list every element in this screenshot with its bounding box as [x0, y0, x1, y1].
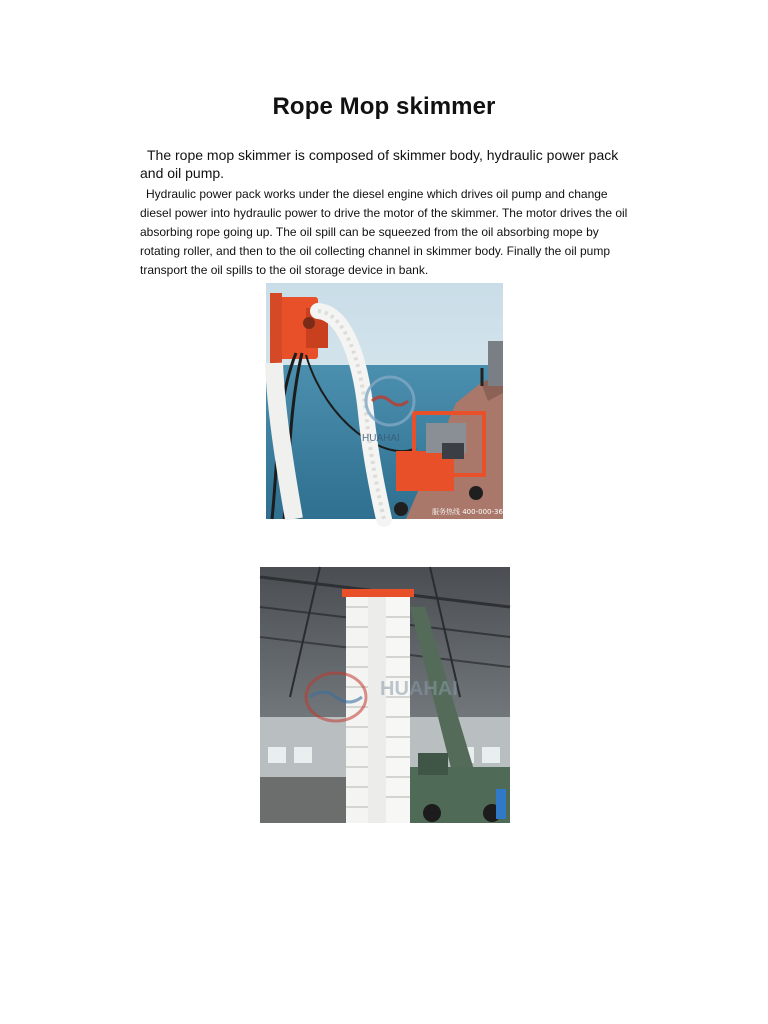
skimmer-dock-photo — [266, 283, 512, 519]
skimmer-dock-illustration — [266, 283, 512, 519]
watermark-text: HUAHAI — [362, 433, 400, 444]
page-title: Rope Mop skimmer — [272, 93, 496, 120]
watermark-text: HUAHAI — [380, 678, 458, 700]
skimmer-warehouse-photo — [260, 567, 510, 823]
photo-caption-overlay: 服务热线 400-000-3677 — [432, 508, 512, 516]
intro-paragraph: The rope mop skimmer is composed of skimmer body, hydraulic power pack and oil pump. — [140, 147, 619, 181]
description-paragraph: Hydraulic power pack works under the diesel engine which drives oil pump and change diesel power into hydraulic power to drive the motor of the skimmer. The motor drives the oil absorbing rope going up. The oil spill can be squeezed from the oil absorbing mope by rotating roller, and then to the oil collecting channel in skimmer body. Finally the oil pump transport the oil spills to the oil storage device in bank. — [140, 187, 628, 277]
skimmer-warehouse-illustration — [260, 567, 510, 823]
